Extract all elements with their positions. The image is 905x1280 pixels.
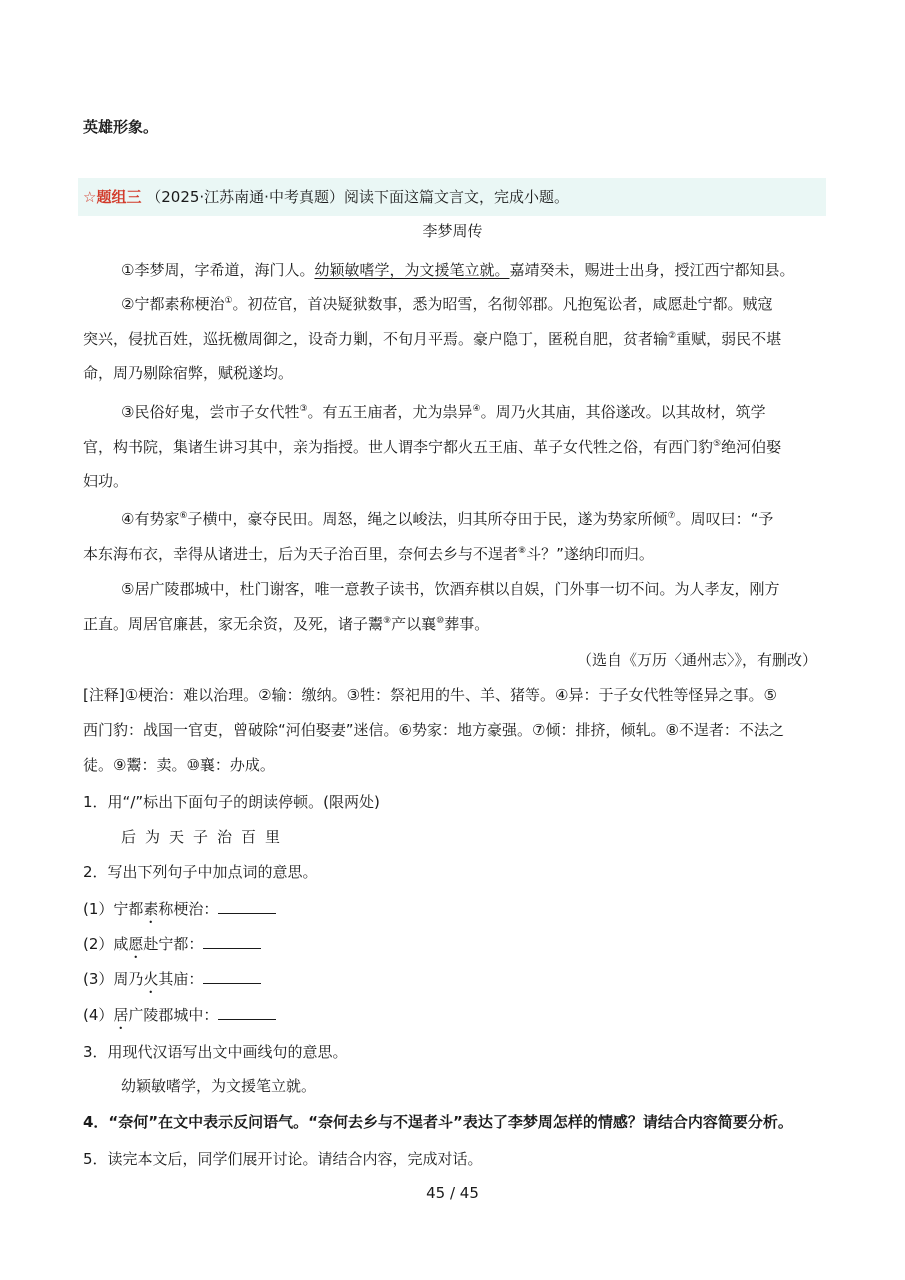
answer-blank[interactable]	[218, 899, 276, 914]
question-2-item-4: (4）居广陵郡城中：	[83, 1004, 276, 1033]
answer-blank[interactable]	[203, 934, 261, 949]
top-text: 英雄形象。	[83, 118, 159, 136]
question-2-item-3: (3）周乃火其庙：	[83, 968, 261, 997]
paragraph-1: ①李梦周，字希道，海门人。幼颖敏嗜学，为文援笔立就。嘉靖癸未，赐进士出身，授江西宁都知县。	[121, 261, 795, 279]
paragraph-4-line-1: ④有势家⑥子横中，豪夺民田。周怒，绳之以峻法，归其所夺田于民，遂为势家所倾⑦。周叹曰：“予	[121, 510, 774, 528]
source-citation: （选自《万历〈通州志〉》，有删改）	[576, 651, 817, 669]
question-3-sentence: 幼颖敏嗜学，为文援笔立就。	[121, 1077, 317, 1095]
paragraph-4-line-2: 本东海布衣，幸得从诸进士，后为天子治百里，奈何去乡与不逞者⑧斗？”遂纳印而归。	[83, 545, 654, 563]
question-5-prompt: 5．读完本文后，同学们展开讨论。请结合内容，完成对话。	[83, 1150, 483, 1168]
page-number: 45 / 45	[426, 1184, 479, 1202]
passage-title: 李梦周传	[422, 222, 483, 240]
answer-blank[interactable]	[203, 969, 261, 984]
group-intro: （2025·江苏南通·中考真题）阅读下面这篇文言文，完成小题。	[146, 188, 569, 206]
question-2-item-1: (1）宁都素称梗治：	[83, 898, 276, 927]
question-group-header	[78, 178, 826, 216]
paragraph-3-line-2: 官，构书院，集诸生讲习其中，亲为指授。世人谓李宁都火五王庙、革子女代牲之俗，有西门豹⑤绝河伯娶	[83, 438, 782, 456]
paragraph-3-line-3: 妇功。	[83, 472, 129, 490]
paragraph-5-line-1: ⑤居广陵郡城中，杜门谢客，唯一意教子读书，饮酒弃棋以自娱，门外事一切不问。为人孝友，刚方	[121, 580, 780, 598]
notes-line-1: [注释]①梗治：难以治理。②输：缴纳。③牲：祭祀用的牛、羊、猪等。④异：于子女代牲等怪异之事。⑤	[83, 686, 777, 704]
notes-line-3: 徒。⑨鬻：卖。⑩襄：办成。	[83, 756, 275, 774]
paragraph-2-line-2: 突兴，侵扰百姓，巡抚檄周御之，设奇力剿，不旬月平焉。豪户隐丁，匿税自肥，贫者输②重赋，弱民不堪	[83, 330, 782, 348]
underlined-sentence: 幼颖敏嗜学，为文援笔立就。	[314, 261, 510, 279]
notes-line-2: 西门豹：战国一官吏，曾破除“河伯娶妻”迷信。⑥势家：地方豪强。⑦倾：排挤，倾轧。⑧不逞者：不法之	[83, 721, 784, 739]
question-1-prompt: 1．用“/”标出下面句子的朗读停顿。(限两处)	[83, 793, 380, 811]
question-1-sentence: 后为天子治百里	[121, 828, 290, 846]
question-3-prompt: 3．用现代汉语写出文中画线句的意思。	[83, 1043, 348, 1061]
question-4-prompt: 4．“奈何”在文中表示反问语气。“奈何去乡与不逞者斗”表达了李梦周怎样的情感？请结合内容简要分析。	[83, 1113, 793, 1131]
paragraph-2-line-3: 命，周乃剔除宿弊，赋税遂均。	[83, 364, 294, 382]
question-2-prompt: 2．写出下列句子中加点词的意思。	[83, 863, 318, 881]
paragraph-5-line-2: 正直。周居官廉甚，家无余资，及死，诸子鬻⑨产以襄⑩葬事。	[83, 615, 490, 633]
group-label: ☆题组三	[83, 188, 142, 206]
paragraph-3-line-1: ③民俗好鬼，尝市子女代牲③。有五王庙者，尤为祟异④。周乃火其庙，其俗遂改。以其故材，筑学	[121, 403, 766, 421]
paragraph-2-line-1: ②宁都素称梗治①。初莅官，首决疑狱数事，悉为昭雪，名彻邻郡。凡抱冤讼者，咸愿赴宁都。贼寇	[121, 295, 773, 313]
question-2-item-2: (2）咸愿赴宁都：	[83, 933, 261, 962]
answer-blank[interactable]	[218, 1005, 276, 1020]
